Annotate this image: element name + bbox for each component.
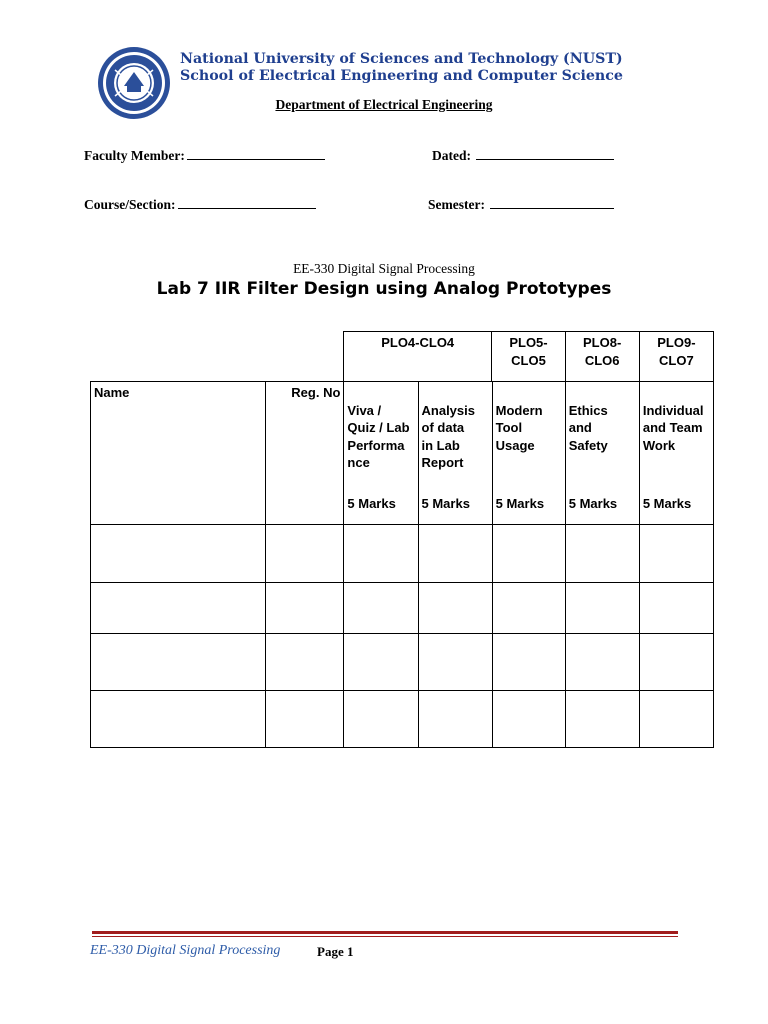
department-name: Department of Electrical Engineering <box>275 97 493 112</box>
school-name: School of Electrical Engineering and Computer Science <box>180 68 623 84</box>
faculty-blank-line <box>187 147 325 160</box>
column-header-row <box>91 382 714 525</box>
plo5-clo5-header: PLO5- CLO5 <box>492 332 565 382</box>
name-header: Name <box>91 382 266 525</box>
table-row <box>91 691 714 748</box>
course-title: EE-330 Digital Signal Processing <box>293 261 475 276</box>
marks-cell[interactable] <box>639 634 713 691</box>
marks-cell[interactable] <box>639 691 713 748</box>
dated-blank-line <box>476 147 614 160</box>
viva-marks: 5 Marks <box>347 496 396 511</box>
analysis-header: Analysis of data in Lab Report 5 Marks <box>418 382 492 525</box>
footer-divider <box>92 931 678 934</box>
marks-cell[interactable] <box>418 634 492 691</box>
ethics-marks: 5 Marks <box>568 496 618 511</box>
faculty-field <box>84 147 325 164</box>
name-cell[interactable] <box>91 691 266 748</box>
lab-title: Lab 7 IIR Filter Design using Analog Prototypes <box>156 279 612 299</box>
marks-table <box>90 381 714 748</box>
plo8-clo6-header: PLO8- CLO6 <box>565 332 639 382</box>
footer-divider-thin <box>92 936 678 937</box>
course-section-label: Course/Section: <box>84 197 176 212</box>
marks-cell[interactable] <box>492 525 565 583</box>
semester-field <box>428 196 614 213</box>
name-cell[interactable] <box>91 525 266 583</box>
marks-cell[interactable] <box>639 583 713 634</box>
reg-no-header: Reg. No <box>266 382 344 525</box>
marks-cell[interactable] <box>418 525 492 583</box>
marks-cell[interactable] <box>492 634 565 691</box>
name-cell[interactable] <box>91 583 266 634</box>
analysis-marks: 5 Marks <box>421 496 470 511</box>
page-number: Page 1 <box>317 944 354 959</box>
plo-header-table <box>343 331 714 382</box>
viva-quiz-header: Viva / Quiz / Lab Performa nce 5 Marks <box>344 382 418 525</box>
marks-cell[interactable] <box>492 583 565 634</box>
modern-tool-header: Modern Tool Usage 5 Marks <box>492 382 565 525</box>
marks-cell[interactable] <box>344 691 418 748</box>
dated-field <box>432 147 614 164</box>
university-name: National University of Sciences and Technology (NUST) <box>180 51 623 67</box>
reg-no-cell[interactable] <box>266 634 344 691</box>
reg-no-cell[interactable] <box>266 691 344 748</box>
reg-no-cell[interactable] <box>266 583 344 634</box>
teamwork-header: Individual and Team Work 5 Marks <box>639 382 713 525</box>
reg-no-cell[interactable] <box>266 525 344 583</box>
plo9-clo7-header: PLO9- CLO7 <box>639 332 713 382</box>
marks-cell[interactable] <box>565 525 639 583</box>
table-row <box>91 525 714 583</box>
marks-cell[interactable] <box>344 583 418 634</box>
semester-label: Semester: <box>428 197 485 212</box>
modern-tool-marks: 5 Marks <box>495 496 545 511</box>
marks-cell[interactable] <box>639 525 713 583</box>
marks-cell[interactable] <box>565 583 639 634</box>
name-cell[interactable] <box>91 634 266 691</box>
faculty-label: Faculty Member: <box>84 148 185 163</box>
table-row <box>91 634 714 691</box>
footer-course: EE-330 Digital Signal Processing <box>90 943 281 958</box>
plo4-clo4-header: PLO4-CLO4 <box>344 332 492 382</box>
teamwork-marks: 5 Marks <box>642 496 692 511</box>
course-section-field <box>84 196 316 213</box>
marks-cell[interactable] <box>565 691 639 748</box>
marks-cell[interactable] <box>344 525 418 583</box>
ethics-header: Ethics and Safety 5 Marks <box>565 382 639 525</box>
marks-cell[interactable] <box>418 583 492 634</box>
dated-label: Dated: <box>432 148 471 163</box>
table-row <box>91 583 714 634</box>
marks-cell[interactable] <box>492 691 565 748</box>
marks-cell[interactable] <box>418 691 492 748</box>
semester-blank-line <box>490 196 614 209</box>
course-section-blank-line <box>178 196 316 209</box>
marks-cell[interactable] <box>565 634 639 691</box>
marks-cell[interactable] <box>344 634 418 691</box>
